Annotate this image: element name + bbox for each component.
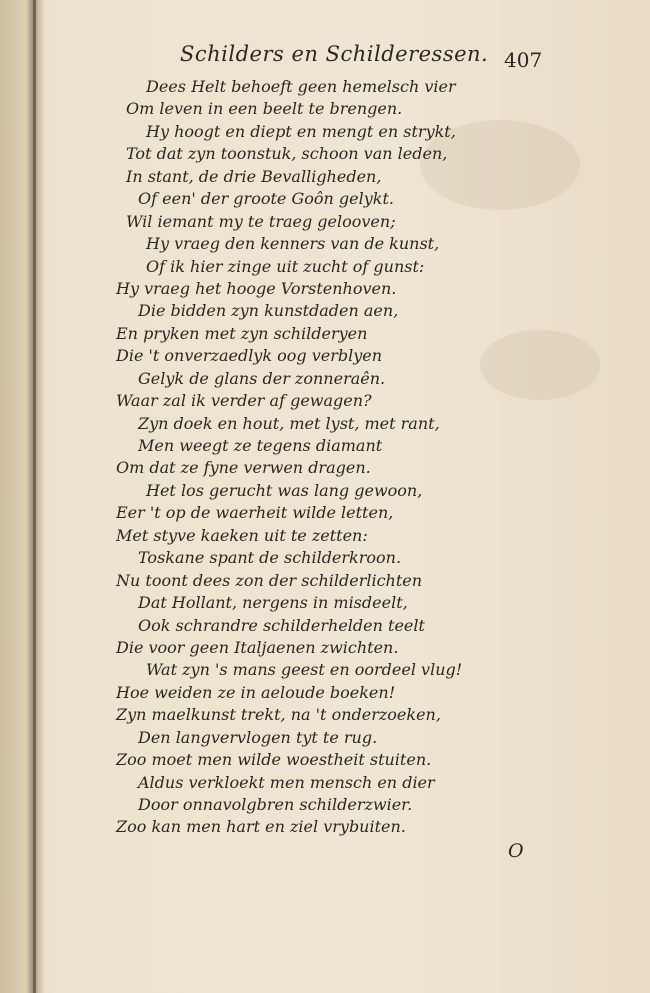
- poem-line: Hy hoogt en diept en mengt en strykt,: [146, 121, 456, 141]
- poem-line: Hy vraeg het hooge Vorstenhoven.: [116, 278, 397, 298]
- poem-line: Of ik hier zinge uit zucht of gunst:: [146, 256, 425, 276]
- poem-line: Men weegt ze tegens diamant: [138, 436, 383, 455]
- poem-line: Hy vraeg den kenners van de kunst,: [146, 234, 440, 254]
- catchword: O: [508, 840, 524, 862]
- poem-line: Het los gerucht was lang gewoon,: [146, 480, 423, 500]
- poem-line: Wil iemant my te traeg gelooven;: [126, 211, 396, 231]
- poem-line: Hoe weiden ze in aeloude boeken!: [116, 682, 396, 702]
- poem-line: Zoo kan men hart en ziel vrybuiten.: [116, 817, 406, 837]
- poem-line: Die voor geen Italjaenen zwichten.: [116, 637, 399, 657]
- poem-line: Nu toont dees zon der schilderlichten: [116, 570, 423, 590]
- poem-line: Die 't onverzaedlyk oog verblyen: [116, 346, 383, 366]
- binding-gutter: [0, 0, 44, 993]
- poem-line: Zyn doek en hout, met lyst, met rant,: [138, 413, 440, 433]
- poem-line: Den langvervlogen tyt te rug.: [138, 727, 378, 747]
- poem-line: Door onnavolgbren schilderzwier.: [138, 795, 413, 814]
- poem-text: [114, 76, 494, 839]
- poem-line: Met styve kaeken uit te zetten:: [116, 525, 368, 545]
- poem-line: Tot dat zyn toonstuk, schoon van leden,: [126, 144, 448, 164]
- poem-line: In stant, de drie Bevalligheden,: [126, 166, 382, 186]
- page-number: 407: [504, 48, 543, 72]
- poem-line: Dat Hollant, nergens in misdeelt,: [138, 593, 408, 613]
- poem-line: Aldus verkloekt men mensch en dier: [138, 772, 435, 792]
- poem-line: Om dat ze fyne verwen dragen.: [116, 458, 371, 478]
- poem-line: Dees Helt behoeft geen hemelsch vier: [146, 77, 456, 96]
- page-fold: [33, 0, 36, 993]
- poem-line: Wat zyn 's mans geest en oordeel vlug!: [146, 660, 463, 680]
- poem-line: Toskane spant de schilderkroon.: [138, 548, 402, 568]
- running-title: Schilders en Schilderessen.: [180, 42, 489, 66]
- poem-line: Waar zal ik verder af gewagen?: [116, 391, 372, 411]
- poem-line: Gelyk de glans der zonneraên.: [138, 368, 386, 388]
- poem-line: En pryken met zyn schilderyen: [116, 323, 368, 343]
- poem-line: Eer 't op de waerheit wilde letten,: [116, 503, 394, 523]
- poem-line: Die bidden zyn kunstdaden aen,: [138, 301, 399, 321]
- poem-line: Om leven in een beelt te brengen.: [126, 99, 403, 119]
- poem-line: Ook schrandre schilderhelden teelt: [138, 615, 425, 635]
- poem-line: Zoo moet men wilde woestheit stuiten.: [116, 750, 432, 770]
- poem-line: Zyn maelkunst trekt, na 't onderzoeken,: [116, 705, 441, 725]
- poem-line: Of een' der groote Goôn gelykt.: [138, 189, 394, 209]
- paper-stain: [480, 330, 600, 400]
